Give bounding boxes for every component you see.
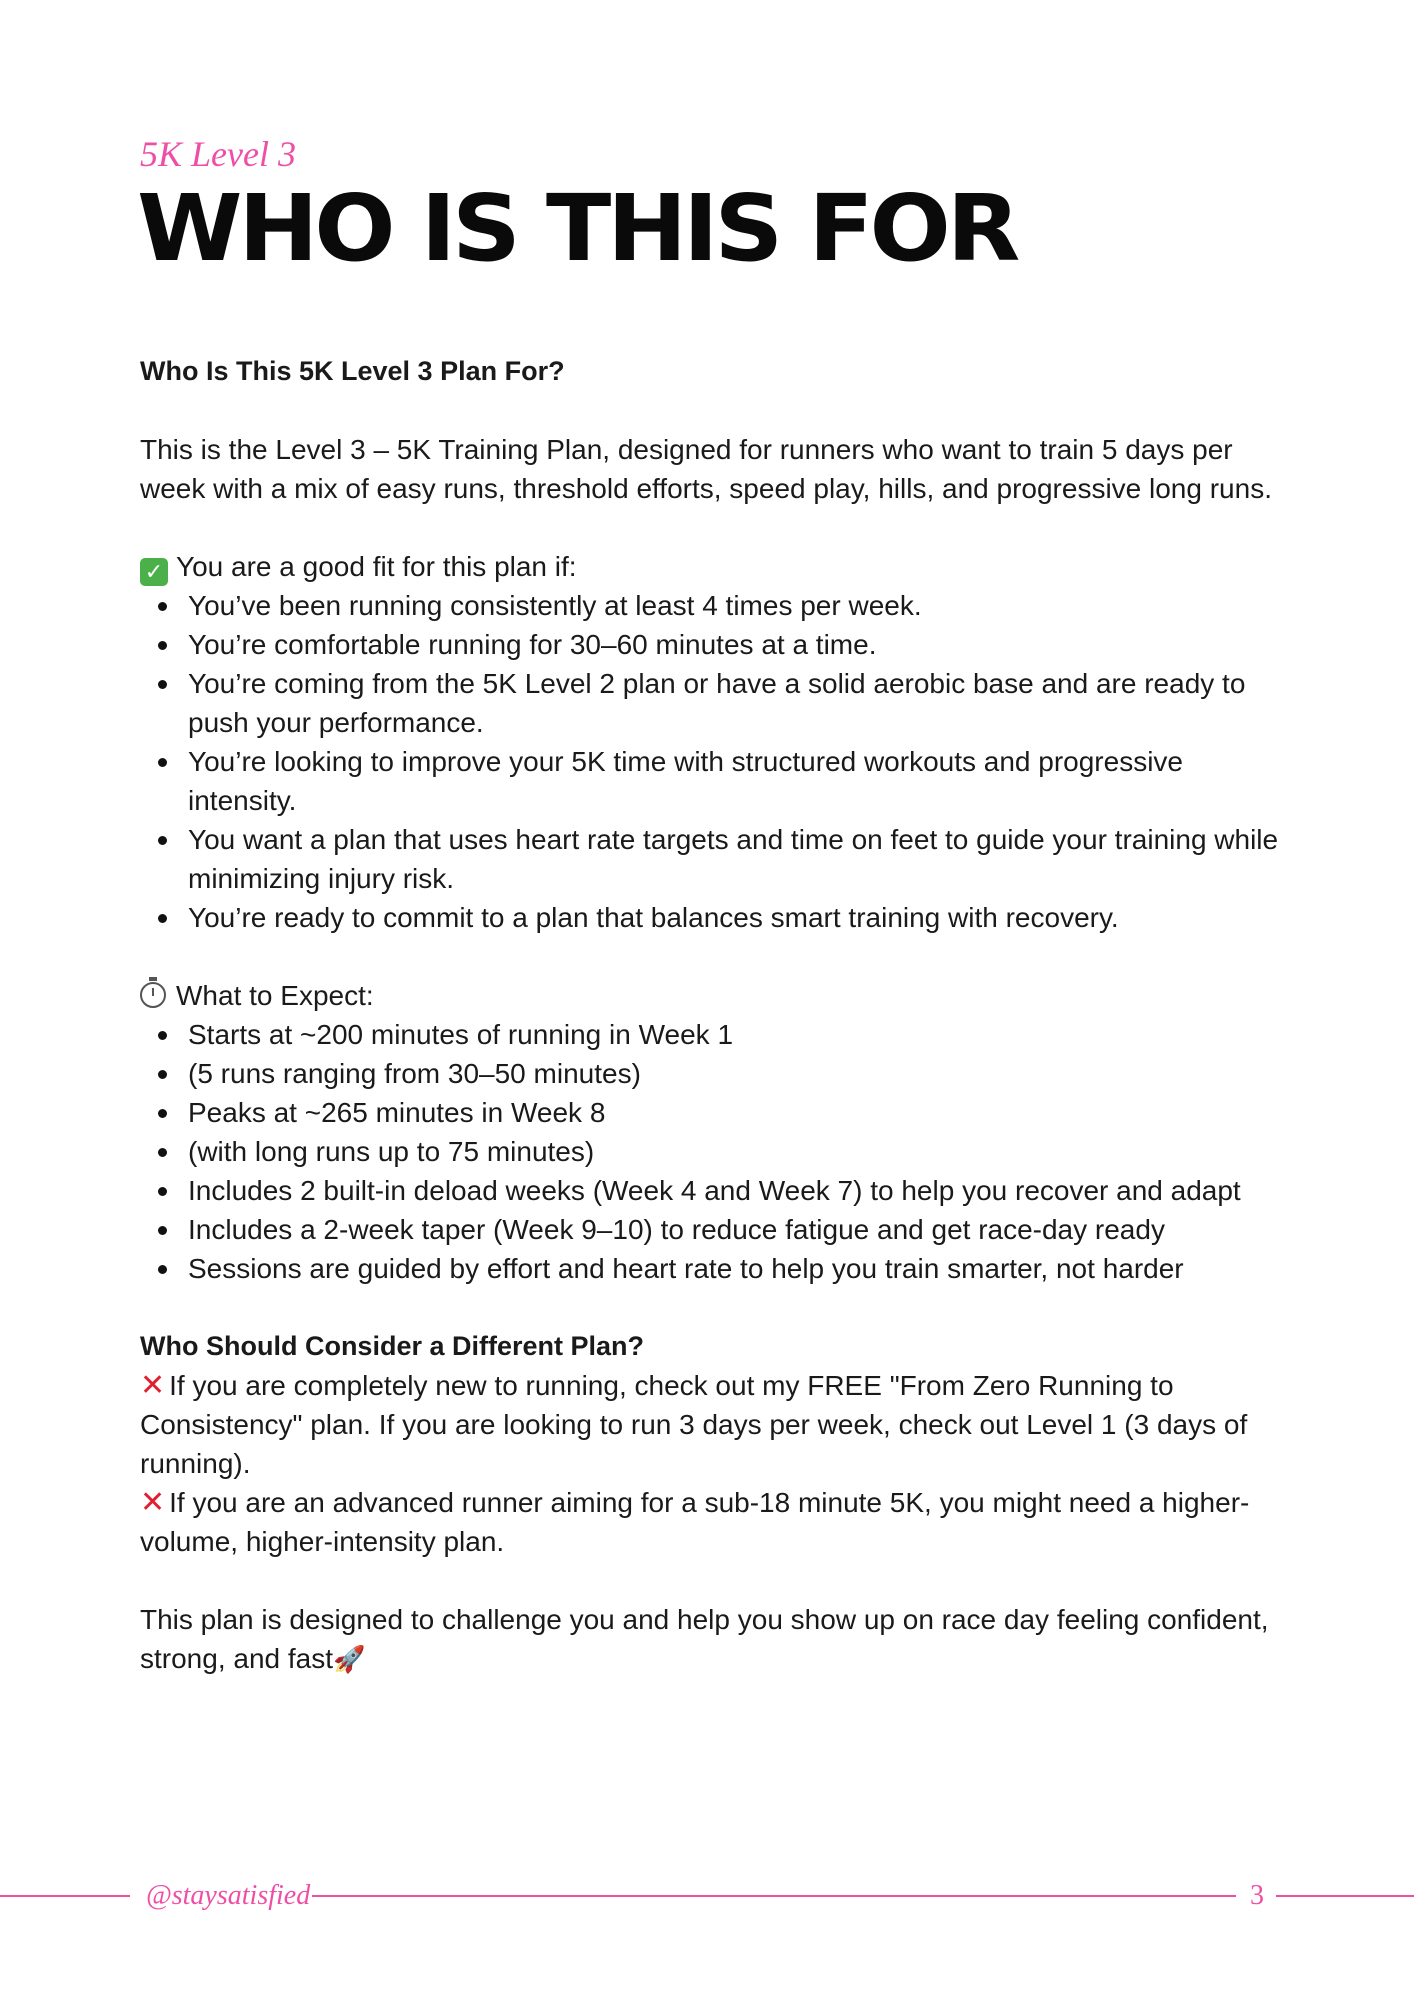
list-item: Includes a 2-week taper (Week 9–10) to reduce fatigue and get race-day ready: [188, 1210, 1280, 1249]
list-item: You’re ready to commit to a plan that balances smart training with recovery.: [188, 898, 1280, 937]
content: [140, 352, 1280, 1679]
list-item: Sessions are guided by effort and heart rate to help you train smarter, not harder: [188, 1249, 1280, 1288]
list-item: (5 runs ranging from 30–50 minutes): [188, 1054, 1280, 1093]
cross-icon: ✕: [140, 1369, 166, 1402]
list-item: Includes 2 built-in deload weeks (Week 4 and Week 7) to help you recover and adapt: [188, 1171, 1280, 1210]
check-icon: ✓: [140, 558, 168, 586]
footer: [0, 1876, 1414, 1916]
footer-divider: [312, 1895, 1236, 1897]
list-item: Peaks at ~265 minutes in Week 8: [188, 1093, 1280, 1132]
cross-icon: ✕: [140, 1486, 166, 1519]
different-item: ✕ If you are an advanced runner aiming for a sub-18 minute 5K, you might need a higher-volume, higher-intensity plan.: [140, 1486, 1250, 1557]
expect-list: [140, 1015, 1280, 1288]
page-title: WHO IS THIS FOR: [137, 175, 1017, 282]
list-item: You’re comfortable running for 30–60 minutes at a time.: [188, 625, 1280, 664]
section-heading: Who Is This 5K Level 3 Plan For?: [140, 356, 565, 386]
page-number: 3: [1250, 1880, 1264, 1911]
intro-paragraph: This is the Level 3 – 5K Training Plan, designed for runners who want to train 5 days per week with a mix of easy runs, threshold efforts, speed play, hills, and progressive long runs.: [140, 434, 1272, 504]
footer-divider: [1276, 1895, 1414, 1897]
list-item: You’re coming from the 5K Level 2 plan or have a solid aerobic base and are ready to push your performance.: [188, 664, 1280, 742]
list-item: Starts at ~200 minutes of running in Week 1: [188, 1015, 1280, 1054]
different-item: ✕ If you are completely new to running, check out my FREE "From Zero Running to Consistency" plan. If you are looking to run 3 days per week, check out Level 1 (3 days of running).: [140, 1369, 1248, 1479]
list-item: You want a plan that uses heart rate targets and time on feet to guide your training while minimizing injury risk.: [188, 820, 1280, 898]
fit-list: [140, 586, 1280, 937]
list-item: You’ve been running consistently at least 4 times per week.: [188, 586, 1280, 625]
list-item: You’re looking to improve your 5K time with structured workouts and progressive intensity.: [188, 742, 1280, 820]
page-subtitle: 5K Level 3: [140, 134, 296, 174]
list-item: (with long runs up to 75 minutes): [188, 1132, 1280, 1171]
rocket-icon: 🚀: [333, 1644, 366, 1674]
expect-label-line: [140, 976, 1280, 1015]
different-plan-heading: Who Should Consider a Different Plan?: [140, 1331, 645, 1361]
footer-handle: @staysatisfied: [146, 1880, 311, 1911]
expect-label: What to Expect:: [176, 980, 374, 1011]
fit-label-line: [140, 547, 1280, 586]
fit-label: You are a good fit for this plan if:: [176, 551, 577, 582]
closing-paragraph: This plan is designed to challenge you and help you show up on race day feeling confident, strong, and fast🚀: [140, 1604, 1269, 1674]
footer-divider: [0, 1895, 130, 1897]
stopwatch-icon: [140, 982, 166, 1008]
